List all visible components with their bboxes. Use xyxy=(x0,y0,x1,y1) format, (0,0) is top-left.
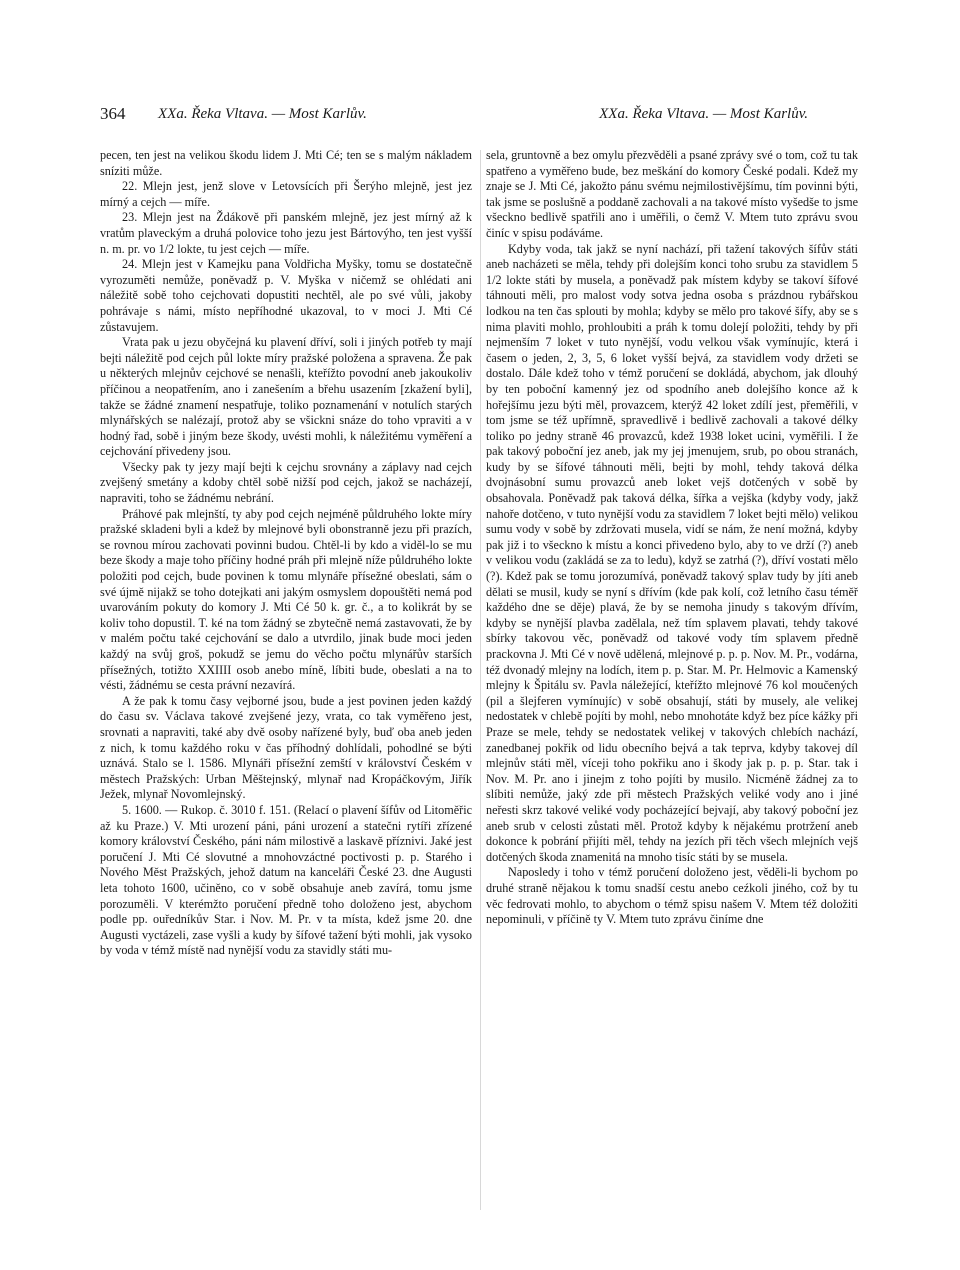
paragraph: pecen, ten jest na velikou škodu lidem J. Mti Cé; ten se s malým nákladem sníziti může. xyxy=(100,148,472,178)
paragraph: Práhové pak mlejnští, ty aby pod cejch nejméně půldruhého lokte míry pražské skladeni byli a kdež by mlejnové byli obonstranně jezu při prazích, se rovnou mírou zachovati povinni budou. Chtěl-li by kdo a viděl-lo se mu beze škody a maje toho příčiny hodné práh při mlejně níže půldruhého lokte položiti pod cejch, bude povinen k tomu mlynáře přísežné obeslati, sám o své újmě nijakž se toho dotejkati ani jakým osmyslem dopouštěti nemá pod uvarováním pokuty do komory J. Mti Cé 50 k. gr. č., a to kolikrát by se koliv toho dopustil. T. ké na tom žádný se zbytečně nemá zastavovati, že by v malém počtu také cejchování se dalo a utvrdilo, jinak bude moci jeden každý na svůj groš, pokudž se jemu do věcho počtu mlynářův starších přísežných, totižto XXIIII osob anebo míně, líbiti bude, obeslati a na to vésti, žádnému se cesta právní nezavírá. xyxy=(100,506,472,693)
paragraph: 24. Mlejn jest v Kamejku pana Voldřicha Myšky, tomu se dostatečně vyrozuměti nemůže, poněvadž p. V. Myška v ničemž se ohlédati ani náležitě sobě toho cejchovati dopustiti nechtěl, ale po své vůli, jakoby pohrávaje s námi, místo nepříhodné ukazoval, to v moci J. Mti Cé zůstavujem. xyxy=(100,257,472,334)
right-column xyxy=(486,148,858,928)
paragraph: A že pak k tomu časy vejborné jsou, bude a jest povinen jeden každý do času sv. Václava takové zvejšené jezy, vrata, co tak vyměřeno jest, srovnati a napraviti, také aby dvě osoby nařízené byly, buď oba aneb jeden z nich, k tomu každého roku v čas příhodný dohlídali, pohodlné se býti uznává. Stalo se l. 1586. Mlynáři přísežní zemští v království Českém v městech Pražských: Urban Měštejnský, mlynař nad Kropáčkovým, Jiřík Ježek, mlynař Novomlejnský. xyxy=(100,693,472,802)
paragraph: sela, gruntovně a bez omylu přezvěděli a psané zprávy své o tom, což tu tak spatřeno a vyměřeno bude, bez meškání do komory České podali. Kdež my znaje se J. Mti Cé, jakožto pánu svému nejmilostivějšímu, tím povinni býti, tak jsme se poslušně a poddaně zachovali a na takové místo vyšedše to jsme všeckno bedlivě spatřili ano i uměřili, o čemž V. Mtem tuto zprávu svou činíc v spisu podáváme. xyxy=(486,148,858,240)
page-number: 364 xyxy=(100,104,126,123)
paragraph: Všecky pak ty jezy mají bejti k cejchu srovnány a záplavy nad cejch zvejšený smetány a kdoby chtěl sobě nižší pod cejch, jakož se nacházejí, napraviti, toho se žádnému nebrání. xyxy=(100,459,472,506)
paragraph: 23. Mlejn jest na Ždákově při panském mlejně, jez jest mírný až k vratům plaveckým a druhá polovice toho jezu jest Bártovýho, ten jest vyšší n. m. pr. vo 1/2 lokte, tu jest cejch — míře. xyxy=(100,210,472,256)
paragraph: Naposledy i toho v témž poručení doloženo jest, věděli-li bychom po druhé straně nějakou k tomu snadší cestu anebo ceźkoli jiného, což by tu věc fedrovati mohlo, to abychom o témž spisu našem V. Mtem též doložiti nepominuli, v příčině ty V. Mtem tuto zprávu činíme dne xyxy=(486,865,858,927)
page-header xyxy=(100,104,860,128)
paragraph: Kdyby voda, tak jakž se nyní nachází, při tažení takových šífův státi aneb nacházeti se měla, tehdy při dolejším konci toho srubu za stavidlem 5 1/2 lokte státi by musela, a poněvadž pak místem kdyby se takoví šífové táhnouti měli, pro malost vody sotva jedna osoba s prázdnou rybářskou lodkou na ten čas splouti by mohla; kdyby se mělo pro takové šífy, aby se s nima plaviti mohlo, prohloubiti a práh k tomu dolejí položiti, tehdy by při nejmenším 7 loket v tuto nynější, vodu velkou však vymínujíc, která i časem o jeden, 2, 3, 5, 6 loket vyšší bejvá, za stavidlem vody držeti se dostalo. Dále kdež toho v témž poručení se dokládá, abychom, jak dlouhý by ten poboční kamenný jez od spodního aneb dolejšího konce až k hořejšímu jezu býti měl, provazcem, kterýž 42 loket zdílí jest, přeměřili, v tom jsme se též upřímně, spravedlivě i bedlivě zachovali a takové délky toliko po jedny straně 46 provazců, kdež 1938 loket ucini, vyměřili. I že pak takový poboční jez aneb, jak my jej jmenujem, srub, po obou stranách, kudy by se šífové táhnouti měli, bejti by mohl, tehdy taková délka dvojnásobní sumu provazců aneb loket vejš dotčených v sobě by obsahovala. Poněvadž pak taková délka, šířka a vejška (kdyby vody, jakž nahoře dotčeno, v tuto nynější vodu za stavidlem 7 loket bejti mělo) velikou sumu vody v sobě by zdržovati musela, vidí se nám, že není možná, kdyby pak již i to všeckno k místu a konci přivedeno bylo, aby to ve drží (?) aneb v velikou vodu (zakládá se za to ledu), když se zatrhá (?), dříví vostati mělo (?). Kdež pak se tomu jorozumívá, poněvadž takový splav tudy by jíti aneb dělati se musil, kudy se nyní s dřívím (kde pak kolí, což letního času téměř každého dne se děje) plavá, že by se nemoha jinudy s takovým dřívím, kdyby se nynější plavba zadělala, než tím splavem plavati, tehdy takové sbírky takovou věc, poněvadž od takové vody tím splavem předně prackovna J. Mti Cé v nově udělená, mlejnové p. p. p. Nov. M. Pr., vodárna, též dvonadý mlejny na lodích, item p. p. Star. M. Pr. Helmovic a Kamenský mlejny k Špitálu sv. Pavla náležející, kteřížto mlejnové 76 kol moučených (pil a šlejferen vymínujíc) v sobě obsahují, státi by musely, ale velikej nedostatek v chlebě pojíti by mohl, nebo mnohotáte když bez píce kážky při Praze se mele, tehdy se nedostatek velikej v takových chlebích nachází, zanedbanej pokřik od lidu obecního bejvá a tak teprva, kdyby takovej díl mlejnův státi měl, víceji toho pokřiku ano i škody jak p. p. p. Star. tak i Nov. M. Pr. ano i jinejm z toho pojíti by musilo. Nicméně žádnej za to slíbiti nemůže, jaký zde při městech Pražských veliké vody ano i jiné neřesti skrz takové veliké vody pocházející bejvají, aby takový poboční jez aneb srub v celosti zůstati měl. Protož kdyby k nějakému protržení aneb dokonce k pobrání přijíti měl, tehdy na jezích při těch všech mlejních vejš dotčených škoda znamenitá na mnoho tisíc státi by se musela. xyxy=(486,241,858,864)
column-divider xyxy=(480,150,481,1210)
running-head-right: XXa. Řeka Vltava. — Most Karlův. xyxy=(599,106,808,122)
paragraph: 22. Mlejn jest, jenž slove v Letovsících při Šerýho mlejně, jest jez mírný a cejch — míře. xyxy=(100,179,472,209)
paragraph: Vrata pak u jezu obyčejná ku plavení dříví, soli i jiných potřeb ty mají bejti náležitě pod cejch půl lokte míry pražské položena a spravena. Že pak u některých mlejnův cejchové se nenašli, kteřížto povodní aneb jakoukoliv příčinou a neopatřením, ano i zanešením a břehu usazením [zkažení byli], takže se žádné znamení nespatřuje, toliko poznamenání v notulích starých mlynářských se nalézají, protož aby se všickni snáze do toho vpraviti a v hodný řad, sobě i jiným beze škody, uvésti mohli, k náležitému vyměření a cejchování přivedeny jsou. xyxy=(100,335,472,459)
paragraph: 5. 1600. — Rukop. č. 3010 f. 151. (Relací o plavení šífův od Litoměřic až ku Praze.) V. Mti urození páni, páni urození a statečni rytíři zřízené komory království Českého, páni nám milostivě a laskavě příznivi. Jaké jest poručení J. Mti Cé slovutné a mnohovzáctné poctivosti p. p. Starého i Nového Měst Pražských, jehož datum na kanceláři České 23. dne Augusti leta tohoto 1600, učiněno, co v sobě obsahuje aneb zavírá, tomu jsme porozuměli. V kterémžto poručení předně toho doloženo jest, abychom podle pp. ouředníkův Star. i Nov. M. Pr. v ta místa, kdež jsme 20. dne Augusti vyctázeli, zase vyšli a kudy by šífové tažení býti mohli, jak vysoko by voda v témž místě nad nynější vodu za stavidly státi mu- xyxy=(100,802,472,958)
left-column xyxy=(100,148,472,959)
running-head-left: XXa. Řeka Vltava. — Most Karlův. xyxy=(158,106,367,122)
